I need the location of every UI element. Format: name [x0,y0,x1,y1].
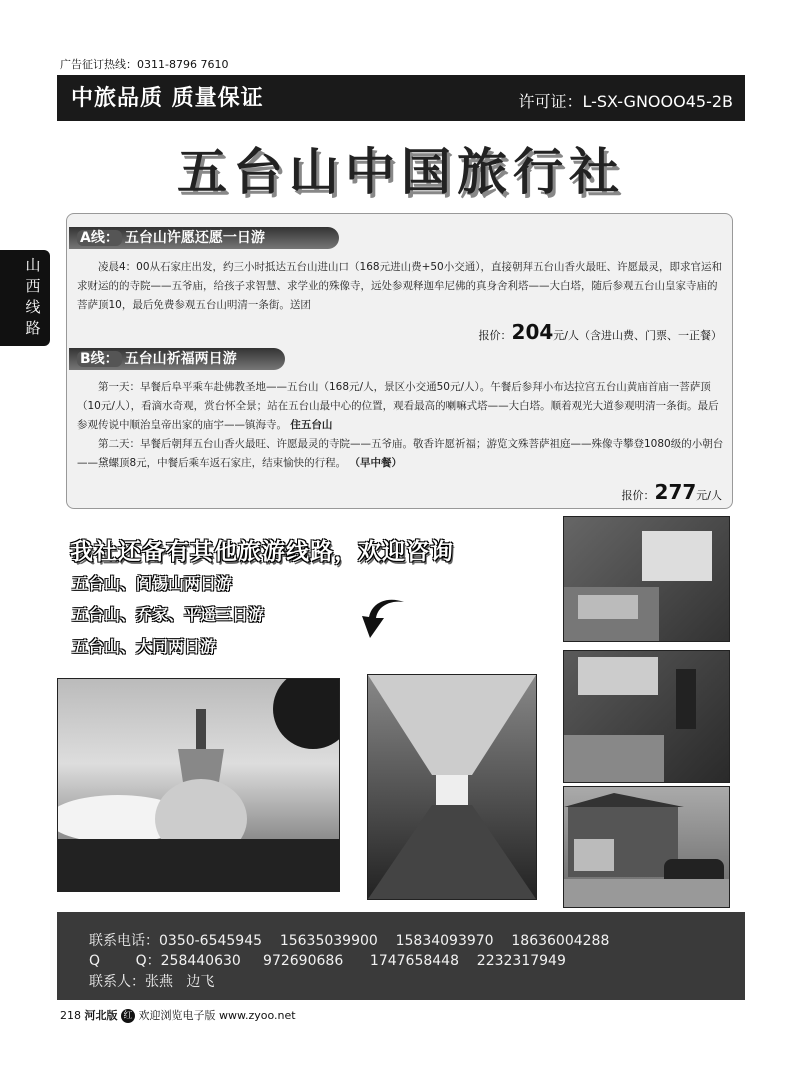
route-a-header [69,227,339,249]
ad-hotline: 广告征订热线：0311-8796 7610 [60,58,229,71]
hotel-corridor-photo [367,674,537,900]
route-b-day2 [77,435,727,473]
price-unit: 元/人（含进山费、门票、一正餐） [553,329,722,342]
price-value: 277 [654,480,697,504]
agency-name: 五台山中国旅行社 [177,143,625,201]
route-b-header [69,348,285,370]
route-a-tag: A线： [77,230,122,246]
route-b-title: 五台山祈福两日游 [124,351,237,367]
route-b-tag: B线： [77,351,122,367]
footer-text: 欢迎浏览电子版 www.zyoo.net [138,1009,296,1022]
hotel-exterior-photo [563,786,730,908]
route-b-day1-text: 第一天：早餐后阜平乘车赴佛教圣地——五台山（168元/人，景区小交通50元/人）。午餐后参拜小布达拉宫五台山黄庙首庙一菩萨顶（10元/人），看滴水奇观，赏台怀全景；站在五台山最中心的位置，观看最高的喇嘛式塔——大白塔。顺着观光大道参观明清一条街。最后参观传说中顺治皇帝出家的庙宇——镇海寺。 [77,381,719,431]
route-b-day2-text: 第二天：早餐后朝拜五台山香火最旺、许愿最灵的寺院——五爷庙。敬香许愿祈福；游览文殊菩萨祖庭——殊像寺攀登1080级的小朝台——黛螺顶8元，中餐后乘车返石家庄，结束愉快的行程。 [77,438,724,469]
hotel-exterior-image [564,787,729,907]
price-label: 报价： [478,329,512,342]
route-b-day1-note: 住五台山 [290,419,333,431]
contact-panel [57,912,745,1000]
slogan: 中旅品质 质量保证 [71,86,264,111]
side-tab-label: 山西线路 [25,256,41,337]
curved-arrow-icon [360,596,410,644]
page-number: 218 [60,1009,81,1022]
price-unit: 元/人 [696,489,722,502]
hotel-room-image [564,517,729,641]
hotel-room-photo-1 [563,516,730,642]
route-b-day2-note: （早中餐） [349,457,403,469]
price-value: 204 [511,320,554,344]
license-number: 许可证：L-SX-GNOOO45-2B [518,92,733,111]
routes-panel [66,213,733,509]
publication-logo-icon: 红 [121,1009,135,1023]
route-b-price [622,480,722,504]
other-route-3: 五台山、大同两日游 [72,637,217,656]
contact-person: 联系人：张燕 边飞 [89,974,215,990]
route-a-title: 五台山许愿还愿一日游 [124,230,265,246]
slogan-bar [57,75,745,121]
edition: 河北版 [84,1009,118,1022]
contact-qq: Q Q：258440630 972690686 1747658448 2232317949 [89,953,566,969]
white-pagoda-photo [57,678,340,892]
hotel-corridor-image [368,675,536,899]
other-route-2: 五台山、乔家、平遥三日游 [72,605,265,624]
route-b-day1 [77,378,727,435]
price-label: 报价： [621,489,655,502]
page-footer [60,1007,296,1023]
white-pagoda-image [58,679,339,891]
other-routes-title: 我社还备有其他旅游线路，欢迎咨询 [70,539,454,565]
route-a-price [479,320,722,344]
hotel-room-photo-2 [563,650,730,783]
route-a-description: 凌晨4：00从石家庄出发，约三小时抵达五台山进山口（168元进山费+50小交通），直接朝拜五台山香火最旺、许愿最灵，即求官运和求财运的的寺院——五爷庙，给孩子求智慧、求学业的殊像寺，远处参观释迦牟尼佛的真身舍利塔——大白塔，随后参观五台山皇家寺庙的菩萨顶10，最后免费参观五台山明清一条街。送团 [77,261,722,311]
other-route-1: 五台山、阎锡山两日游 [72,574,233,593]
contact-phone: 联系电话：0350-6545945 15635039900 15834093970 18636004288 [89,933,610,949]
hotel-room-image [564,651,729,782]
